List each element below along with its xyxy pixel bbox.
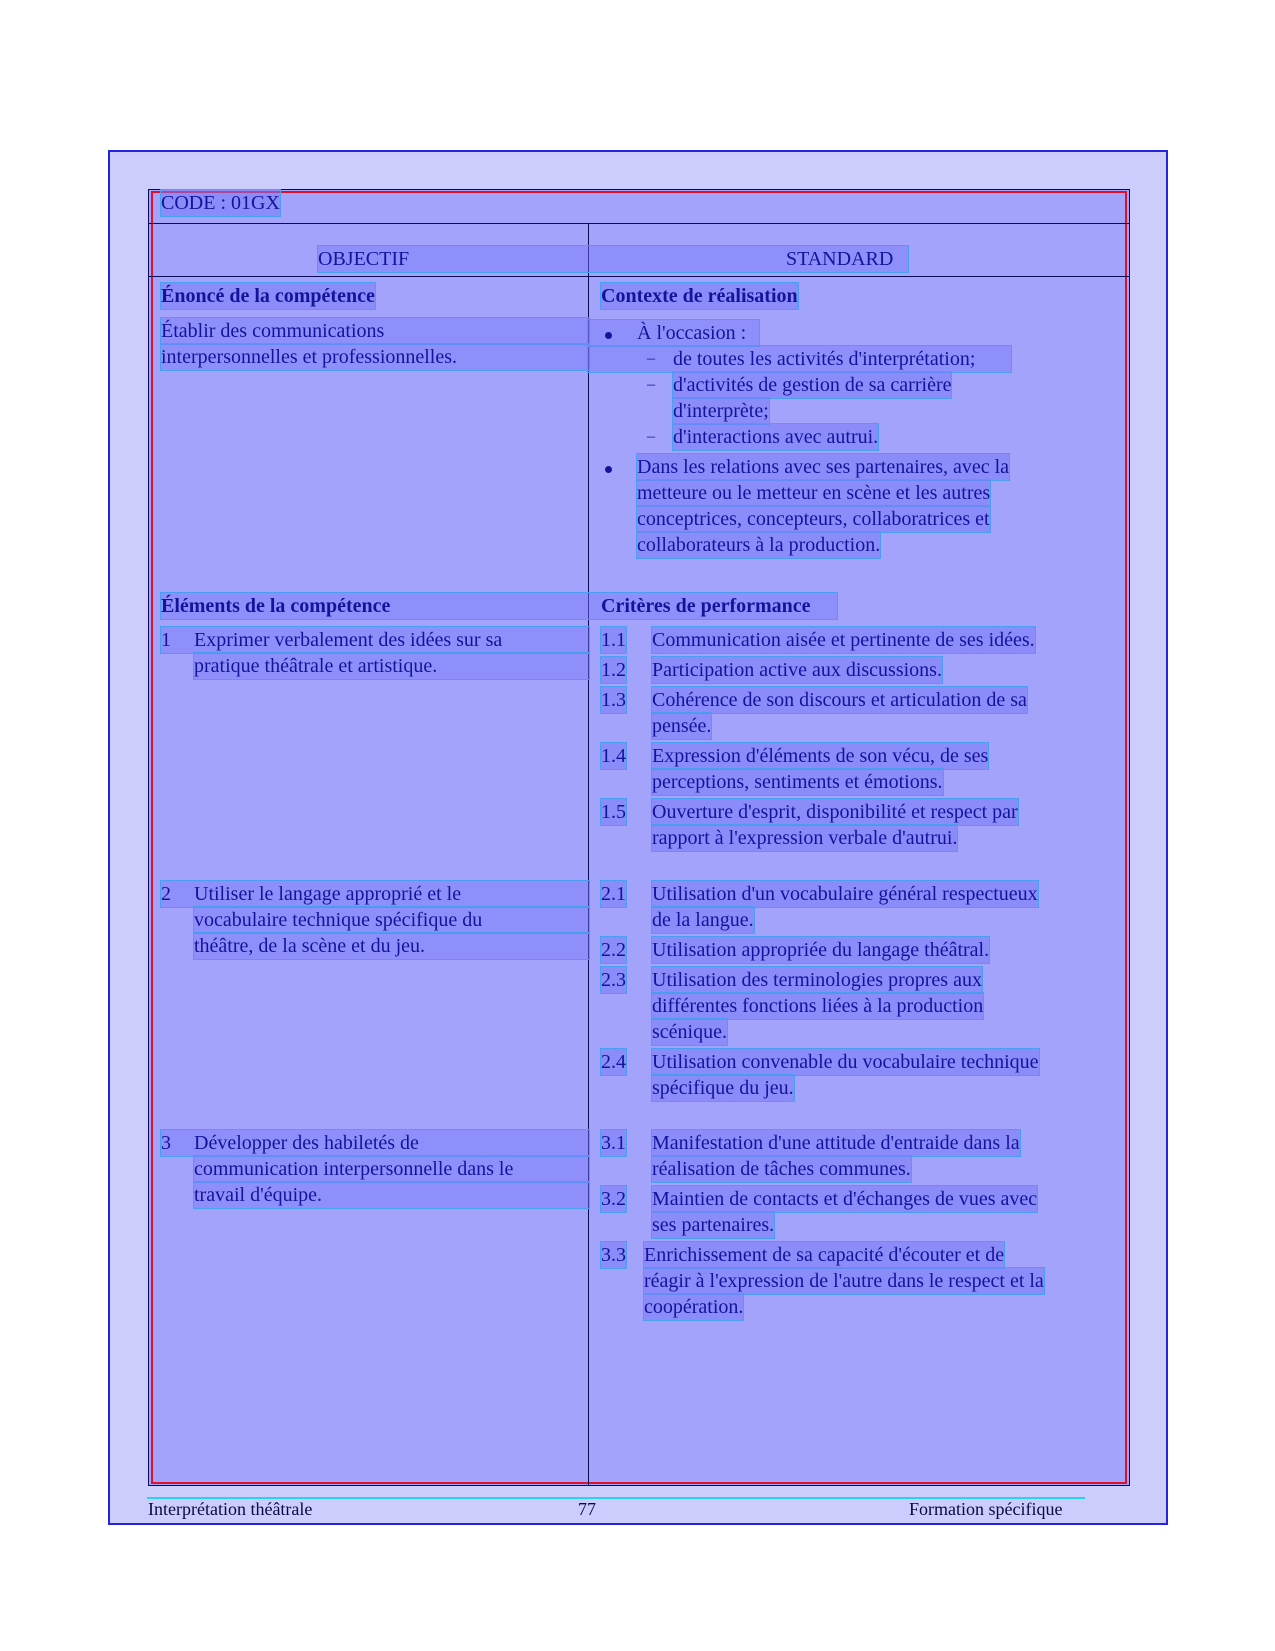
criterion-number: 2.3 — [601, 969, 626, 991]
criterion-number: 2.4 — [601, 1051, 626, 1073]
criterion-number: 1.4 — [601, 745, 626, 767]
element-number: 1 — [161, 629, 171, 651]
criterion-line: différentes fonctions liées à la production — [652, 995, 984, 1017]
element-line: théâtre, de la scène et du jeu. — [194, 935, 425, 957]
elements-title: Éléments de la compétence — [161, 595, 391, 617]
criterion-number: 1.1 — [601, 629, 626, 651]
criterion-line: Utilisation des terminologies propres aux — [652, 969, 982, 991]
bullet-icon — [605, 466, 612, 473]
criterion-line: Utilisation d'un vocabulaire général respectueux — [652, 883, 1038, 905]
column-divider — [588, 223, 589, 1486]
criterion-line: perceptions, sentiments et émotions. — [652, 771, 943, 793]
criterion-line: réalisation de tâches communes. — [652, 1158, 911, 1180]
criterion-line: Enrichissement de sa capacité d'écouter et de — [644, 1244, 1005, 1266]
enonce-line: interpersonnelles et professionnelles. — [161, 346, 458, 368]
dash-icon: – — [647, 350, 655, 367]
criterion-number: 2.1 — [601, 883, 626, 905]
criterion-line: de la langue. — [652, 909, 754, 931]
contexte-title: Contexte de réalisation — [601, 285, 798, 307]
contexte-bullet: conceptrices, concepteurs, collaboratrices et — [637, 508, 990, 530]
objectif-header: OBJECTIF — [318, 248, 410, 270]
page-number: 77 — [578, 1499, 596, 1519]
code-divider — [148, 223, 1130, 224]
contexte-sub: d'activités de gestion de sa carrière — [673, 374, 952, 396]
contexte-bullet: metteure ou le metteur en scène et les autres — [637, 482, 991, 504]
element-line: communication interpersonnelle dans le — [194, 1158, 514, 1180]
enonce-title: Énoncé de la compétence — [161, 285, 375, 307]
contexte-sub: d'interactions avec autrui. — [673, 426, 879, 448]
criterion-line: Cohérence de son discours et articulation de sa — [652, 689, 1027, 711]
dash-icon: – — [647, 428, 655, 445]
criterion-line: rapport à l'expression verbale d'autrui. — [652, 827, 958, 849]
enonce-line: Établir des communications — [161, 320, 385, 342]
criterion-line: coopération. — [644, 1296, 744, 1318]
bullet-icon — [605, 332, 612, 339]
criterion-line: spécifique du jeu. — [652, 1077, 794, 1099]
criterion-line: ses partenaires. — [652, 1214, 775, 1236]
contexte-bullet: À l'occasion : — [637, 322, 747, 344]
footer-right: Formation spécifique — [909, 1499, 1063, 1519]
criterion-line: Utilisation appropriée du langage théâtral. — [652, 939, 990, 961]
criterion-line: Participation active aux discussions. — [652, 659, 942, 681]
standard-header: STANDARD — [786, 248, 894, 270]
criterion-number: 2.2 — [601, 939, 626, 961]
footer-left: Interprétation théâtrale — [148, 1499, 313, 1519]
criterion-number: 3.3 — [601, 1244, 626, 1266]
criteres-title: Critères de performance — [601, 595, 811, 617]
criterion-number: 3.1 — [601, 1132, 626, 1154]
criterion-line: réagir à l'expression de l'autre dans le respect et la — [644, 1270, 1044, 1292]
code-label: CODE : 01GX — [161, 192, 280, 214]
element-number: 3 — [161, 1132, 171, 1154]
contexte-sub: de toutes les activités d'interprétation; — [673, 348, 976, 370]
criterion-line: Maintien de contacts et d'échanges de vues avec — [652, 1188, 1038, 1210]
contexte-sub: d'interprète; — [673, 400, 769, 422]
element-line: Développer des habiletés de — [194, 1132, 419, 1154]
element-line: vocabulaire technique spécifique du — [194, 909, 483, 931]
dash-icon: – — [647, 376, 655, 393]
criterion-number: 1.2 — [601, 659, 626, 681]
criterion-line: pensée. — [652, 715, 712, 737]
element-line: Utiliser le langage approprié et le — [194, 883, 462, 905]
criterion-line: Expression d'éléments de son vécu, de ses — [652, 745, 989, 767]
criterion-line: Communication aisée et pertinente de ses idées. — [652, 629, 1035, 651]
criterion-line: Ouverture d'esprit, disponibilité et respect par — [652, 801, 1018, 823]
criterion-line: scénique. — [652, 1021, 727, 1043]
element-number: 2 — [161, 883, 171, 905]
criterion-number: 1.5 — [601, 801, 626, 823]
contexte-bullet: Dans les relations avec ses partenaires, avec la — [637, 456, 1010, 478]
element-line: pratique théâtrale et artistique. — [194, 655, 438, 677]
element-line: Exprimer verbalement des idées sur sa — [194, 629, 503, 651]
criterion-line: Utilisation convenable du vocabulaire technique — [652, 1051, 1039, 1073]
header-divider — [148, 276, 1130, 277]
criterion-number: 1.3 — [601, 689, 626, 711]
criterion-number: 3.2 — [601, 1188, 626, 1210]
criterion-line: Manifestation d'une attitude d'entraide dans la — [652, 1132, 1020, 1154]
element-line: travail d'équipe. — [194, 1184, 322, 1206]
contexte-bullet: collaborateurs à la production. — [637, 534, 881, 556]
